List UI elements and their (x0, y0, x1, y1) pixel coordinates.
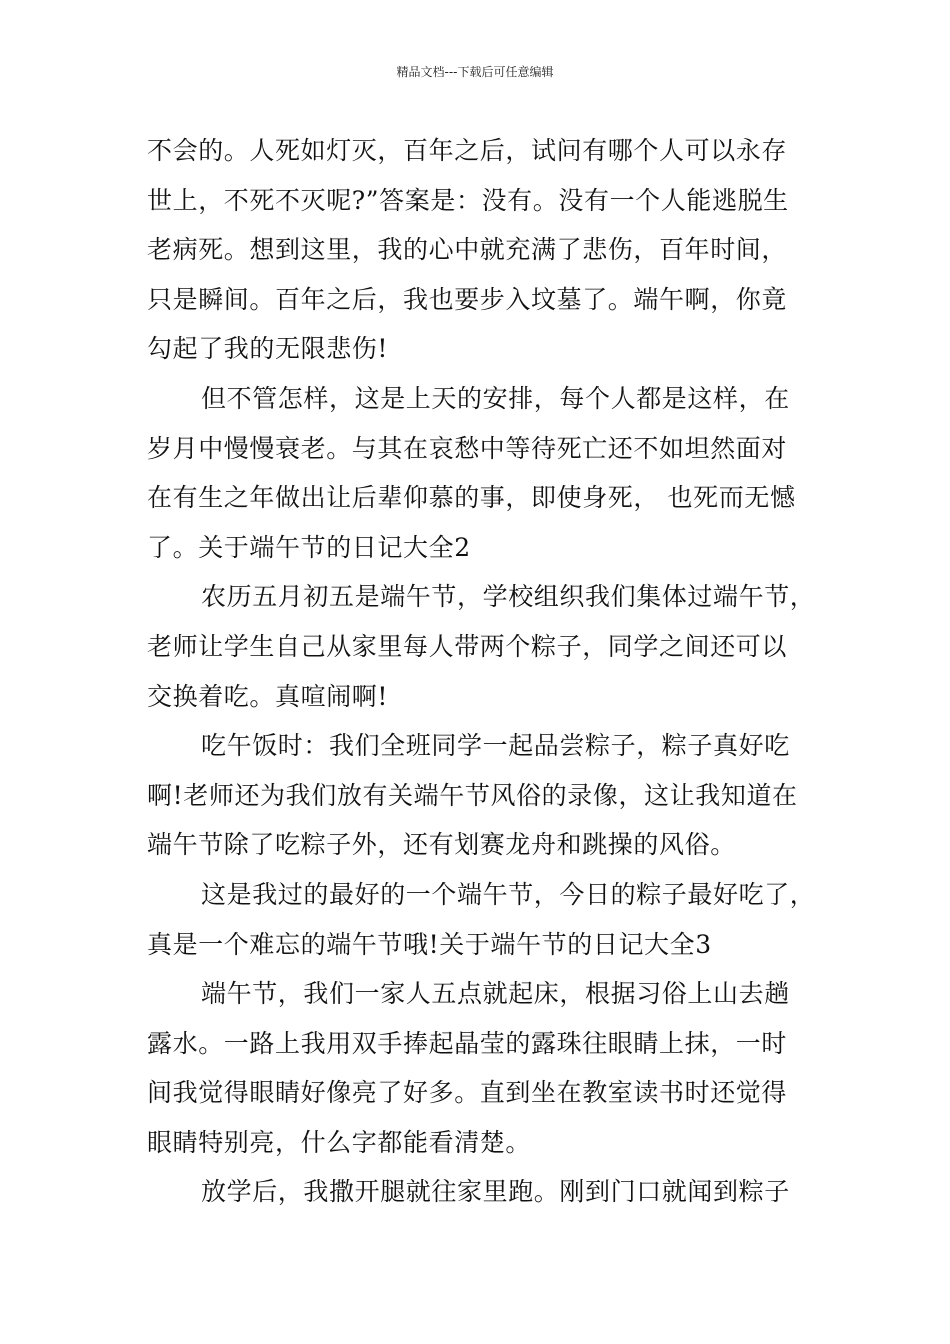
text-line: 了。关于端午节的日记大全2 (147, 532, 471, 562)
text-line: 不会的。人死如灯灭，百年之后，试问有哪个人可以永存 (147, 136, 788, 165)
text-line: 只是瞬间。百年之后，我也要步入坟墓了。端午啊，你竟 (147, 284, 788, 314)
paragraph-start-line: 这是我过的最好的一个端午节，今日的粽子最好吃了， (201, 879, 816, 909)
text-line: 间我觉得眼睛好像亮了好多。直到坐在教室读书时还觉得 (147, 1078, 788, 1108)
text-line: 端午节除了吃粽子外，还有划赛龙舟和跳操的风俗。 (147, 830, 736, 860)
text-line: 交换着吃。真喧闹啊! (147, 681, 389, 711)
text-line: 勾起了我的无限悲伤! (147, 334, 389, 364)
paragraph-start-line: 吃午饭时：我们全班同学一起品尝粽子，粽子真好吃 (201, 731, 790, 761)
text-line: 世上，不死不灭呢?”答案是：没有。没有一个人能逃脱生 (147, 185, 789, 215)
text-line: 老师让学生自己从家里每人带两个粽子，同学之间还可以 (147, 631, 788, 661)
document-body (147, 126, 827, 1217)
text-line: 啊!老师还为我们放有关端午节风俗的录像，这让我知道在 (147, 780, 798, 810)
paragraph-start-line: 端午节，我们一家人五点就起床，根据习俗上山去趟 (201, 979, 790, 1009)
text-line: 眼睛特别亮，什么字都能看清楚。 (147, 1127, 532, 1157)
paragraph-start-line: 放学后，我撒开腿就往家里跑。刚到门口就闻到粽子 (201, 1177, 790, 1207)
text-line: 露水。一路上我用双手捧起晶莹的露珠往眼睛上抹，一时 (147, 1028, 788, 1058)
page-header: 精品文档---下载后可任意编辑 (396, 65, 554, 79)
text-line: 在有生之年做出让后辈仰慕的事，即使身死， 也死而无憾 (147, 483, 796, 513)
paragraph-start-line: 农历五月初五是端午节，学校组织我们集体过端午节， (201, 582, 816, 612)
text-line: 老病死。想到这里，我的心中就充满了悲伤，百年时间， (147, 235, 788, 265)
text-line: 岁月中慢慢衰老。与其在哀愁中等待死亡还不如坦然面对 (147, 433, 788, 463)
text-line: 真是一个难忘的端午节哦!关于端午节的日记大全3 (147, 929, 712, 959)
paragraph-start-line: 但不管怎样，这是上天的安排，每个人都是这样，在 (201, 383, 790, 413)
